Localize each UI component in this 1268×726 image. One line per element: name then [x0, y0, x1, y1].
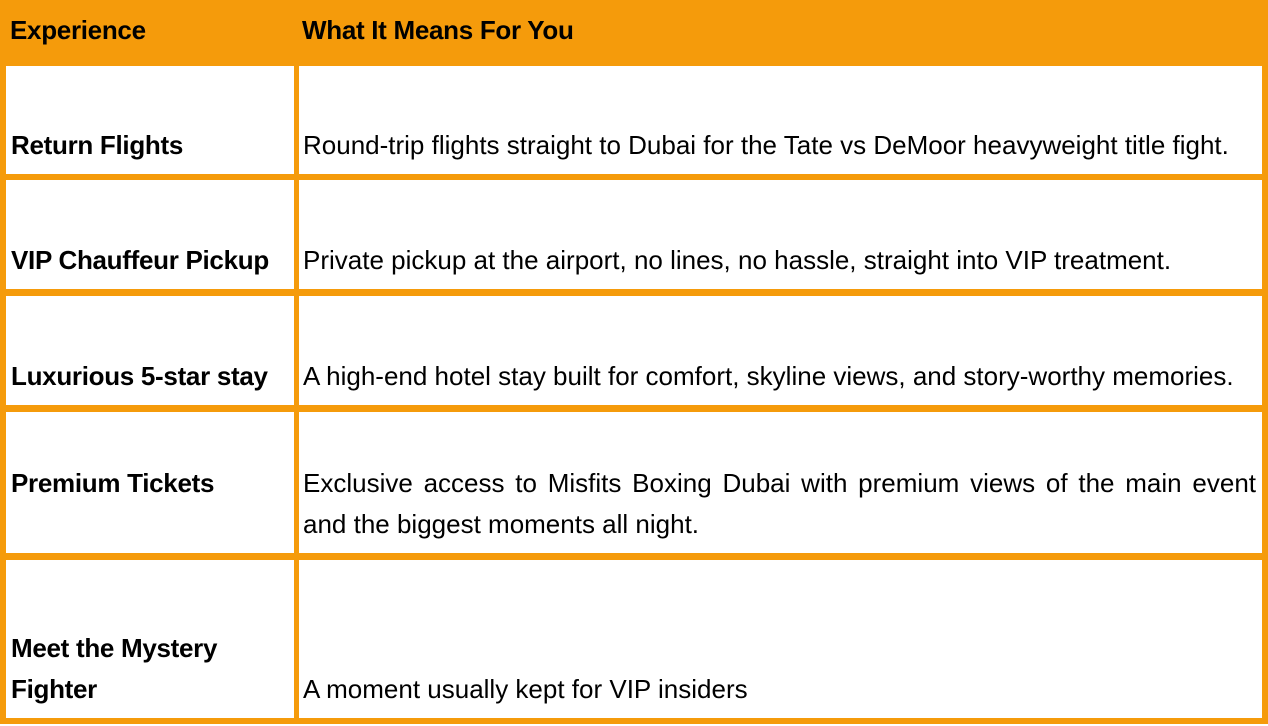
table-row [0, 296, 1268, 405]
table-row [0, 180, 1268, 289]
meaning-cell [299, 180, 1262, 289]
table-row [0, 66, 1268, 174]
experience-label: Premium Tickets [11, 468, 215, 498]
meaning-cell [299, 412, 1262, 553]
experience-label: Luxurious 5-star stay [11, 361, 268, 391]
table-row [0, 412, 1268, 553]
meaning-text: Exclusive access to Misfits Boxing Dubai with premium views of the main event and the biggest moments all night. [303, 468, 1256, 539]
meaning-cell [299, 66, 1262, 174]
experience-label: Meet the Mystery Fighter [11, 633, 218, 704]
meaning-text: A high-end hotel stay built for comfort, skyline views, and story-worthy memories. [303, 361, 1234, 391]
experience-cell [6, 180, 294, 289]
header-experience: Experience [10, 15, 146, 45]
experience-cell [6, 412, 294, 553]
meaning-cell [299, 560, 1262, 718]
experience-label: VIP Chauffeur Pickup [11, 245, 269, 275]
table-row [0, 560, 1268, 718]
header-meaning: What It Means For You [302, 15, 574, 45]
meaning-text: Round-trip flights straight to Dubai for the Tate vs DeMoor heavyweight title fight. [303, 130, 1229, 160]
meaning-text: A moment usually kept for VIP insiders [303, 674, 748, 704]
experience-cell [6, 66, 294, 174]
meaning-cell [299, 296, 1262, 405]
experience-label: Return Flights [11, 130, 184, 160]
experience-cell [6, 560, 294, 718]
meaning-text: Private pickup at the airport, no lines, no hassle, straight into VIP treatment. [303, 245, 1172, 275]
experience-cell [6, 296, 294, 405]
table-header [0, 0, 1268, 62]
